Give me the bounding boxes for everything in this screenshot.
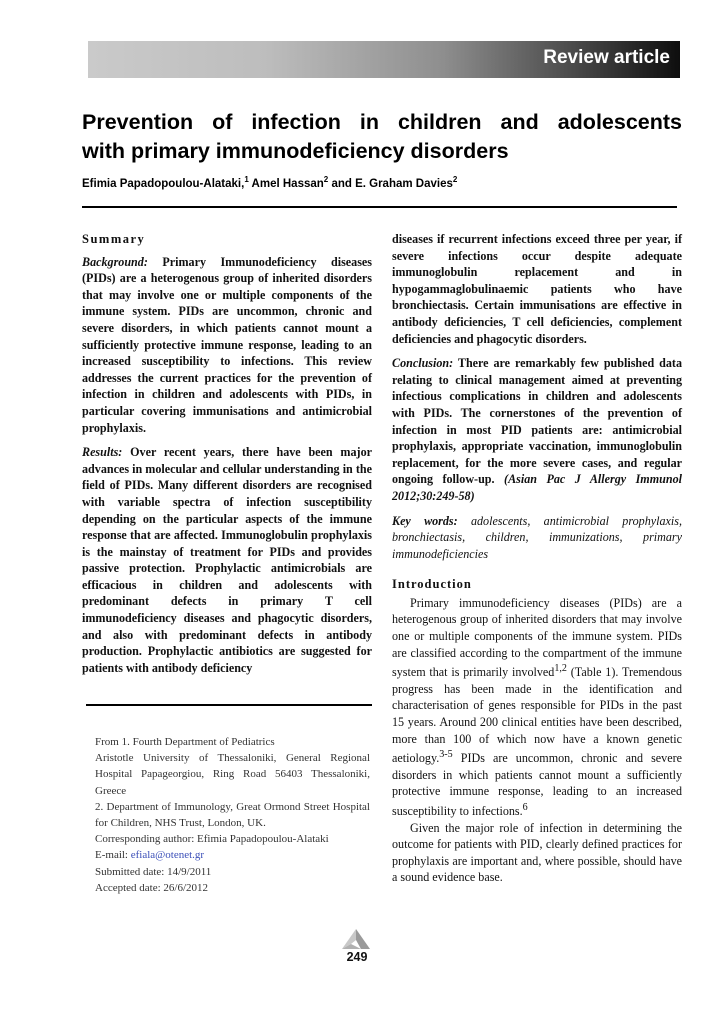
title-line-2: with primary immunodeficiency disorders [82,139,509,163]
intro-text: PIDs are uncommon, chronic and severe disorders in which patients cannot mount a sufficiently protective immune response, leading to an increased susceptibility to infections. [392,751,682,819]
results-text: Over recent years, there have been major advances in molecular and cellular understanding in the field of PIDs. Many different disorders are recognised with variable spectra of infection susceptibility depending on the particular aspects of the immune response that are affected. Immunoglobulin prophylaxis is the mainstay of treatment for PIDs and provides passive protection. Prophylactic antimicrobials are efficacious in children and adolescents with predominant defects in primary T cell immunodeficiency diseases and phagocytic disorders, and also with predominant defects in antibody production. Prophylactic antibiotics are suggested for patients with antibody deficiency [82,445,372,675]
author-name: Efimia Papadopoulou-Alataki, [82,177,245,190]
left-column [82,231,372,684]
background-paragraph [82,254,372,437]
intro-text: (Table 1). Tremendous progress has been made in the identification and characterisation of genes responsible for PIDs in the past 15 years. Around 200 clinical entities have been described, more than 100 of which now have a known genetic aetiology. [392,665,683,766]
affiliation-2: 2. Department of Immunology, Great Ormond Street Hospital for Children, NHS Trust, London, UK. [95,800,370,830]
author-name: and E. Graham Davies [331,177,453,190]
article-title [82,108,682,166]
title-line-1: Prevention of infection in children and adolescents [82,110,682,134]
introduction-paragraph-2: Given the major role of infection in determining the outcome for patients with PID, clearly defined practices for prophylaxis are important and, where possible, should have a sound evidence base. [392,820,682,885]
author-affiliation-marker: 1 [244,175,249,184]
submitted-date: Submitted date: 14/9/2011 [95,865,212,878]
citation-ref: 3-5 [439,749,453,761]
introduction-section [392,576,682,886]
right-column [392,231,682,886]
citation: (Asian Pac J Allergy Immunol 2012;30:249-58) [392,472,682,503]
affiliation-divider [86,704,372,706]
keywords-paragraph [392,513,682,563]
results-label: Results: [82,445,123,460]
conclusion-text: There are remarkably few published data relating to clinical management aimed at preventing infectious complications in children and adolescents with PIDs. The cornerstones of the prevention of infection in most PID patients are: antimicrobial prophylaxis, appropriate vaccination, immunoglobulin replacement, for the more severe cases, and regular ongoing follow-up. [392,356,682,487]
introduction-paragraph-1 [392,595,682,820]
email-label: E-mail: [95,849,131,862]
affiliation-1-detail: Aristotle University of Thessaloniki, General Regional Hospital Papageorgiou, Ring Road 56403 Thessaloniki, Greece [95,752,370,797]
conclusion-label: Conclusion: [392,356,454,371]
email-line [95,847,370,863]
summary-heading: Summary [82,232,146,246]
introduction-heading: Introduction [392,577,472,592]
background-label: Background: [82,254,148,269]
article-type-banner [88,41,680,78]
corresponding-author: Corresponding author: Efimia Papadopoulou-Alataki [95,833,329,846]
email-link[interactable]: efiala@otenet.gr [130,849,205,862]
citation-ref: 1,2 [554,663,567,675]
page-number: 249 [346,950,368,964]
results-continued: diseases if recurrent infections exceed three per year, if severe infections occur despite adequate immunoglobulin replacement and in hypogammaglobulinaemic patients who have bronchiectasis. Certain immunisations are effective in antibody deficiencies, T cell deficiencies, complement deficiencies and phagocytic disorders. [392,232,682,346]
author-affiliation-marker: 2 [452,175,458,184]
keywords-label: Key words: [392,513,458,528]
accepted-date: Accepted date: 26/6/2012 [95,881,209,894]
header-divider [82,206,677,208]
author-list [82,175,457,190]
background-text: Primary Immunodeficiency diseases (PIDs) are a heterogenous group of inherited disorders that may involve one or multiple components of the immune system. PIDs are uncommon, chronic and severe disorders, in which patients cannot mount a sufficiently protective immune response, leading to an increased susceptibility to infections. This review addresses the current practices for the prevention of infection in children and adolescents with PIDs, in particular covering immunisations and antimicrobial prophylaxis. [82,254,372,435]
keywords-text: adolescents, antimicrobial prophylaxis, bronchiectasis, children, immunizations, primary immunodeficiencies [392,513,682,561]
author-affiliation-marker: 2 [323,175,329,184]
conclusion-paragraph [392,355,682,504]
affiliation-1-header: From 1. Fourth Department of Pediatrics [95,736,275,748]
article-type-label: Review article [543,47,670,68]
author-name: Amel Hassan [251,177,324,190]
journal-logo-icon [341,928,371,950]
intro-text: Primary immunodeficiency diseases (PIDs) are a heterogenous group of inherited disorders that may involve one or multiple components of the immune system. PIDs are classified according to the compartment of the immune system that is primarily involved [392,595,682,680]
affiliations-block [95,734,370,896]
results-paragraph [82,444,372,676]
citation-ref: 6 [522,802,528,814]
